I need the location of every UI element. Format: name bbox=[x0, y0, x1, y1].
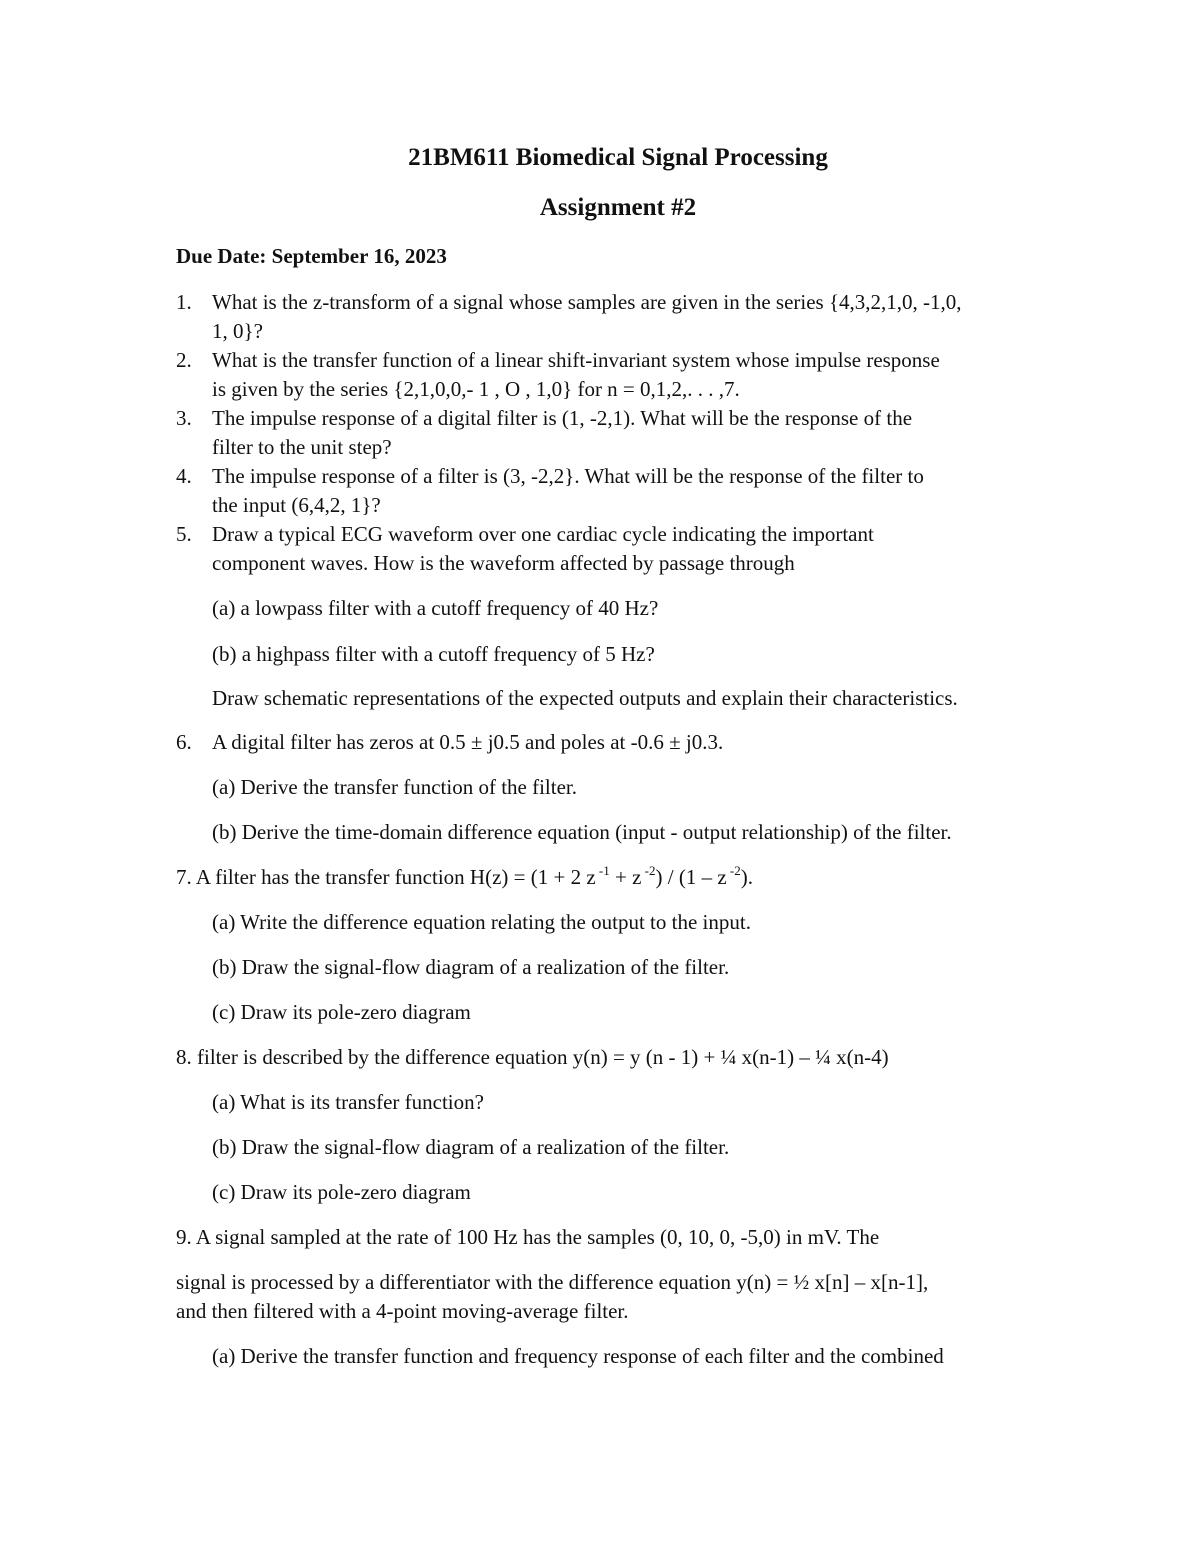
q1-line2: 1, 0}? bbox=[212, 319, 263, 343]
q7-text-post: ). bbox=[740, 865, 754, 889]
q9-part-a: (a) Derive the transfer function and frequency response of each filter and the combined bbox=[212, 1344, 944, 1368]
q4-line1: The impulse response of a filter is (3, -2,2}. What will be the response of the filter to bbox=[212, 464, 924, 488]
q7-exponent-1: -1 bbox=[595, 863, 610, 878]
q6-part-b: (b) Derive the time-domain difference equation (input - output relationship) of the filter. bbox=[212, 820, 952, 844]
q8-part-b: (b) Draw the signal-flow diagram of a realization of the filter. bbox=[212, 1135, 730, 1159]
q4-number: 4. bbox=[176, 464, 192, 488]
q3-line1: The impulse response of a digital filter is (1, -2,1). What will be the response of the bbox=[212, 406, 913, 430]
q7-exponent-3: -2 bbox=[726, 863, 741, 878]
q5-part-a: (a) a lowpass filter with a cutoff frequency of 40 Hz? bbox=[212, 596, 659, 620]
q9-line2: signal is processed by a differentiator with the difference equation y(n) = ½ x[n] – x[n-1], bbox=[176, 1270, 929, 1294]
q8-part-c: (c) Draw its pole-zero diagram bbox=[212, 1180, 471, 1204]
q7-part-b: (b) Draw the signal-flow diagram of a realization of the filter. bbox=[212, 955, 730, 979]
q7-text-pre: 7. A filter has the transfer function H(z) = (1 + 2 z bbox=[176, 865, 596, 889]
q6-part-a: (a) Derive the transfer function of the filter. bbox=[212, 775, 578, 799]
q2-line2: is given by the series {2,1,0,0,- 1 , O , 1,0} for n = 0,1,2,. . . ,7. bbox=[212, 377, 740, 401]
assignment-title: Assignment #2 bbox=[539, 194, 697, 221]
q5-part-b: (b) a highpass filter with a cutoff frequency of 5 Hz? bbox=[212, 642, 655, 666]
q6-number: 6. bbox=[176, 730, 192, 754]
q7-exponent-2: -2 bbox=[641, 863, 656, 878]
q9-line3: and then filtered with a 4-point moving-average filter. bbox=[176, 1299, 629, 1323]
q1-line1: What is the z-transform of a signal whose samples are given in the series {4,3,2,1,0, -1,0, bbox=[212, 290, 962, 314]
q4-line2: the input (6,4,2, 1}? bbox=[212, 493, 381, 517]
q9-line1: 9. A signal sampled at the rate of 100 Hz has the samples (0, 10, 0, -5,0) in mV. The bbox=[176, 1225, 880, 1249]
q7-part-c: (c) Draw its pole-zero diagram bbox=[212, 1000, 471, 1024]
q7-text-mid1: + z bbox=[609, 865, 642, 889]
course-title: 21BM611 Biomedical Signal Processing bbox=[408, 144, 828, 171]
q6-line1: A digital filter has zeros at 0.5 ± j0.5 and poles at -0.6 ± j0.3. bbox=[212, 730, 724, 754]
q3-number: 3. bbox=[176, 406, 192, 430]
q5-line1: Draw a typical ECG waveform over one cardiac cycle indicating the important bbox=[212, 522, 874, 546]
q7-part-a: (a) Write the difference equation relating the output to the input. bbox=[212, 910, 751, 934]
q7-line1 bbox=[176, 863, 753, 891]
q8-line1: 8. filter is described by the difference equation y(n) = y (n - 1) + ¼ x(n-1) – ¼ x(n-4) bbox=[176, 1045, 889, 1069]
q2-number: 2. bbox=[176, 348, 192, 372]
q2-line1: What is the transfer function of a linear shift-invariant system whose impulse response bbox=[212, 348, 940, 372]
q5-part-c: Draw schematic representations of the expected outputs and explain their characteristics. bbox=[212, 686, 958, 710]
q7-text-mid2: ) / (1 – z bbox=[655, 865, 727, 889]
q5-line2: component waves. How is the waveform affected by passage through bbox=[212, 551, 795, 575]
q3-line2: filter to the unit step? bbox=[212, 435, 392, 459]
q1-number: 1. bbox=[176, 290, 192, 314]
due-date: Due Date: September 16, 2023 bbox=[176, 244, 447, 268]
q8-part-a: (a) What is its transfer function? bbox=[212, 1090, 484, 1114]
q5-number: 5. bbox=[176, 522, 192, 546]
